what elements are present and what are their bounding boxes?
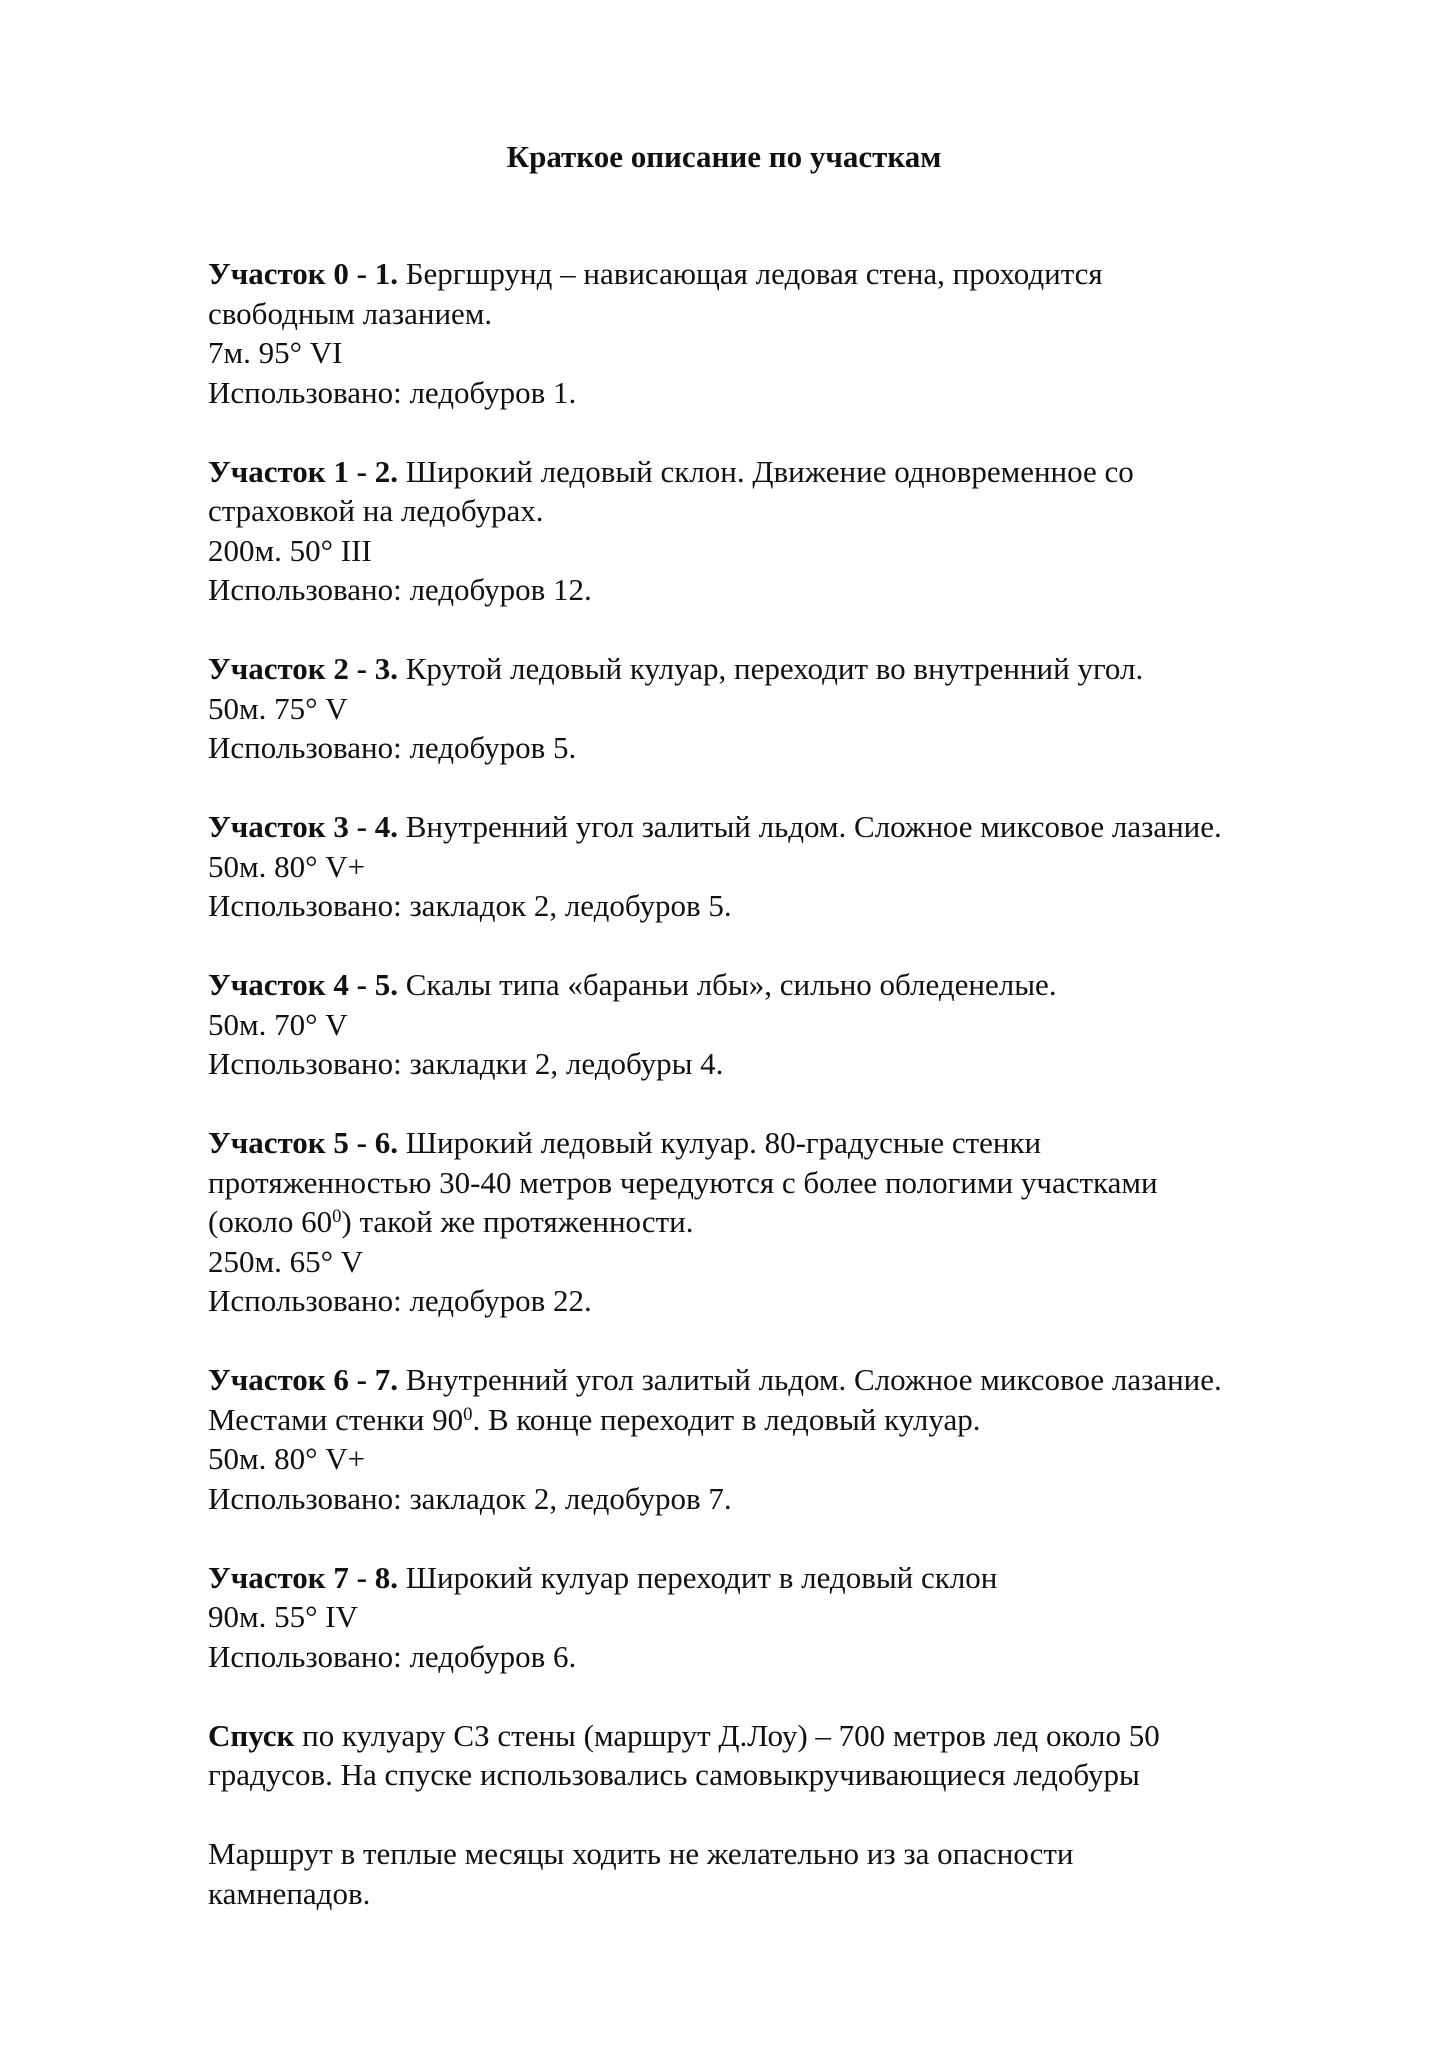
section-params: 50м. 70° V <box>208 1006 348 1042</box>
section-label: Участок 4 - 5. <box>208 967 398 1002</box>
section-6-7 <box>208 1360 1358 1518</box>
section-heading-line <box>208 965 1358 1005</box>
section-label: Участок 6 - 7. <box>208 1362 398 1397</box>
section-description: свободным лазанием. <box>208 295 493 331</box>
section-params: 90м. 55° IV <box>208 1599 358 1634</box>
section-params: 50м. 80° V+ <box>208 1441 366 1476</box>
section-equipment: Использовано: ледобуров 22. <box>208 1283 592 1318</box>
section-heading-line <box>208 1360 1358 1400</box>
note-line-1: Маршрут в теплые месяцы ходить не желательно из за опасности <box>208 1836 1074 1871</box>
section-description: Бергшрунд – нависающая ледовая стена, проходится <box>398 256 1103 291</box>
section-params: 200м. 50° III <box>208 532 372 568</box>
sup-text-before: Местами стенки 90 <box>208 1401 464 1437</box>
page-title: Краткое описание по участкам <box>506 139 942 174</box>
section-params: 50м. 80° V+ <box>208 848 366 884</box>
section-label: Участок 1 - 2. <box>208 453 398 489</box>
section-heading-line <box>208 649 1358 689</box>
section-params: 7м. 95° VI <box>208 335 343 370</box>
section-heading-line <box>208 1558 1358 1598</box>
section-params: 50м. 75° V <box>208 690 348 726</box>
section-equipment: Использовано: ледобуров 6. <box>208 1638 577 1674</box>
section-description: Внутренний угол залитый льдом. Сложное миксовое лазание. <box>398 809 1222 844</box>
section-equipment: Использовано: ледобуров 12. <box>208 572 592 607</box>
section-heading-line <box>208 254 1358 294</box>
descent-paragraph <box>208 1716 1358 1795</box>
section-description: Скалы типа «бараньи лбы», сильно обледенелые. <box>398 967 1057 1002</box>
section-5-6 <box>208 1123 1358 1321</box>
section-description: Широкий ледовый кулуар. 80-градусные стенки <box>398 1125 1042 1160</box>
sup-text-before: (около 60 <box>208 1204 333 1239</box>
warning-note <box>208 1834 1358 1913</box>
descent-line-1 <box>208 1716 1358 1756</box>
section-7-8 <box>208 1558 1358 1677</box>
degree-superscript: 0 <box>463 1403 473 1425</box>
section-2-3 <box>208 649 1358 768</box>
descent-label: Спуск <box>208 1717 295 1753</box>
section-description: Широкий ледовый склон. Движение одновременное со <box>398 453 1134 489</box>
section-0-1 <box>208 254 1358 412</box>
section-heading-line <box>208 1123 1358 1163</box>
section-3-4 <box>208 807 1358 926</box>
document-body <box>208 254 1358 1953</box>
section-heading-line <box>208 807 1358 847</box>
sup-text-after: ) такой же протяженности. <box>341 1204 694 1239</box>
section-description: страховкой на ледобурах. <box>208 493 544 528</box>
section-1-2 <box>208 452 1358 610</box>
section-description: Крутой ледовый кулуар, переходит во внутренний угол. <box>398 651 1144 686</box>
section-4-5 <box>208 965 1358 1084</box>
descent-line-2: градусов. На спуске использовались самовыкручивающиеся ледобуры <box>208 1757 1140 1792</box>
section-heading-line <box>208 452 1358 492</box>
section-params: 250м. 65° V <box>208 1243 364 1279</box>
section-equipment: Использовано: закладки 2, ледобуры 4. <box>208 1046 724 1081</box>
section-label: Участок 0 - 1. <box>208 256 398 291</box>
section-label: Участок 7 - 8. <box>208 1559 398 1595</box>
section-description-sup-line <box>208 1400 1358 1440</box>
section-equipment: Использовано: ледобуров 1. <box>208 374 577 410</box>
section-label: Участок 5 - 6. <box>208 1125 398 1160</box>
section-label: Участок 2 - 3. <box>208 651 398 686</box>
section-equipment: Использовано: ледобуров 5. <box>208 730 577 765</box>
sup-text-after: . В конце переходит в ледовый кулуар. <box>472 1401 981 1437</box>
section-equipment: Использовано: закладок 2, ледобуров 7. <box>208 1480 732 1516</box>
section-label: Участок 3 - 4. <box>208 809 398 844</box>
section-description-sup-line <box>208 1202 1358 1242</box>
section-description: Широкий кулуар переходит в ледовый склон <box>398 1559 998 1595</box>
note-line-2: камнепадов. <box>208 1875 371 1911</box>
section-equipment: Использовано: закладок 2, ледобуров 5. <box>208 888 732 923</box>
descent-text: по кулуару СЗ стены (маршрут Д.Лоу) – 700 метров лед около 50 <box>294 1717 1160 1753</box>
degree-superscript: 0 <box>332 1205 342 1227</box>
section-description: протяженностью 30-40 метров чередуются с более пологими участками <box>208 1164 1158 1200</box>
section-description: Внутренний угол залитый льдом. Сложное миксовое лазание. <box>398 1362 1222 1397</box>
